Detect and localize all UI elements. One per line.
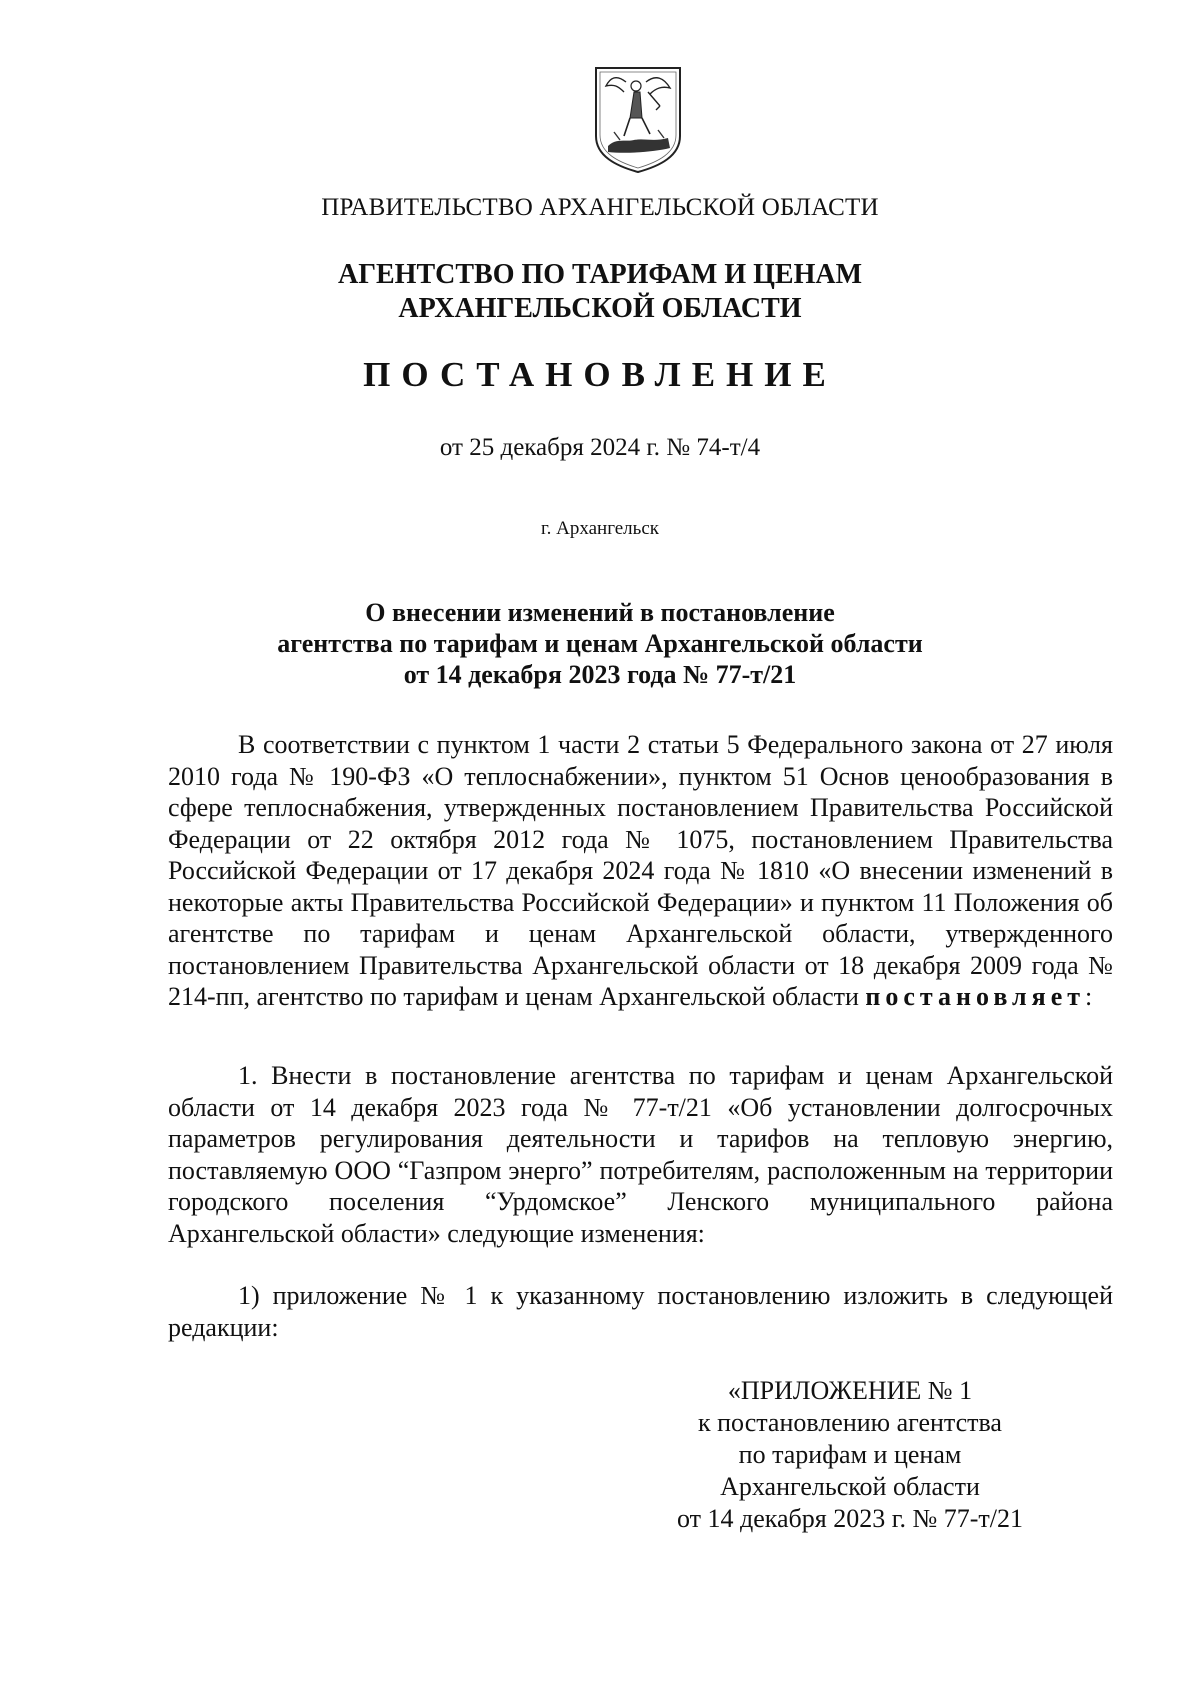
appendix-line3: по тарифам и ценам [738,1440,962,1469]
subject-line3: от 14 декабря 2023 года № 77-т/21 [403,660,797,689]
agency-name-line1: АГЕНТСТВО ПО ТАРИФАМ И ЦЕНАМ [337,259,863,290]
subitem-1-text: 1) приложение № 1 к указанному постановлению изложить в следующей редакции: [168,1281,1113,1342]
subject-line1: О внесении изменений в постановление [365,598,835,627]
appendix-line4: Архангельской области [720,1472,980,1501]
appendix-heading [640,1375,1060,1535]
agency-name [0,258,1200,326]
subject-line2: агентства по тарифам и ценам Архангельской области [277,629,923,658]
appendix-line5: от 14 декабря 2023 г. № 77-т/21 [676,1504,1024,1533]
resolves-suffix: : [1085,982,1093,1011]
subitem-1-paragraph [168,1280,1113,1343]
coat-of-arms-icon [590,62,686,174]
resolves-word: постановляет [865,982,1086,1011]
document-date-number: от 25 декабря 2024 г. № 74-т/4 [439,434,761,461]
government-name: ПРАВИТЕЛЬСТВО АРХАНГЕЛЬСКОЙ ОБЛАСТИ [321,194,879,221]
item-1-paragraph [168,1060,1113,1249]
appendix-line1: «ПРИЛОЖЕНИЕ № 1 [727,1376,973,1405]
agency-name-line2: АРХАНГЕЛЬСКОЙ ОБЛАСТИ [398,293,802,324]
preamble-text: В соответствии с пунктом 1 части 2 статьи 5 Федерального закона от 27 июля 2010 года № 190-ФЗ «О теплоснабжении», пунктом 51 Основ ценообразования в сфере теплоснабжения, утвержденных постановлением Правительства Российской Федерации от 22 октября 2012 года № 1075, постановлением Правительства Российской Федерации от 17 декабря 2024 года № 1810 «О внесении изменений в некоторые акты Правительства Российской Федерации» и пунктом 11 Положения об агентстве по тарифам и ценам Архангельской области, утвержденного постановлением Правительства Архангельской области от 18 декабря 2009 года № 214-пп, агентство по тарифам и ценам Архангельской области [168,730,1113,1011]
appendix-line2: к постановлению агентства [698,1408,1002,1437]
document-city: г. Архангельск [540,518,659,539]
preamble-paragraph [168,729,1113,1013]
document-subject [0,597,1200,690]
item-1-text: 1. Внести в постановление агентства по тарифам и ценам Архангельской области от 14 декабря 2023 года № 77-т/21 «Об установлении долгосрочных параметров регулирования деятельности и тарифов на тепловую энергию, поставляемую ООО “Газпром энерго” потребителям, расположенным на территории городского поселения “Урдомское” Ленского муниципального района Архангельской области» следующие изменения: [168,1061,1113,1248]
document-type-title: ПОСТАНОВЛЕНИЕ [363,355,837,394]
